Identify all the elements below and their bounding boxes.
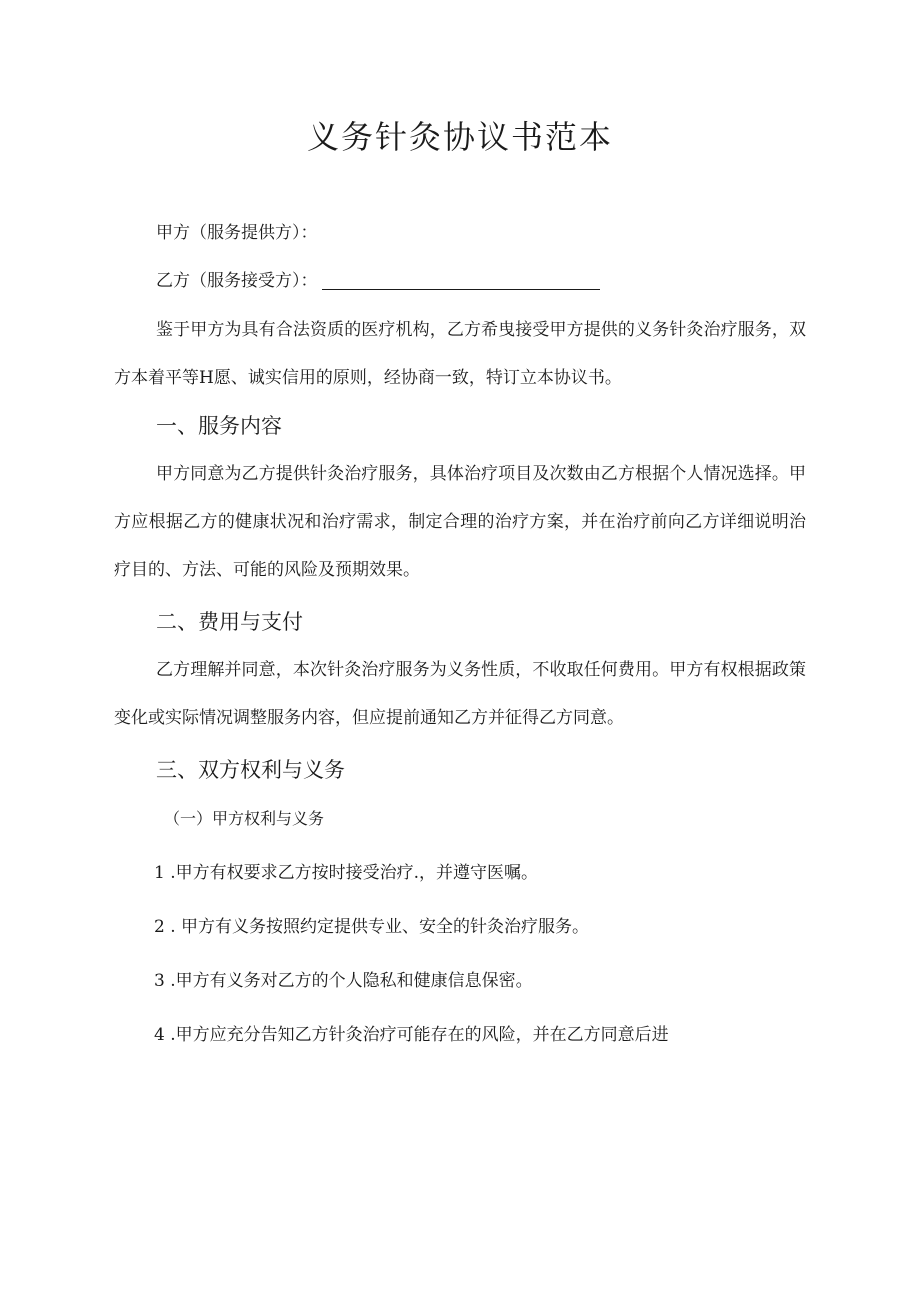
section-3-heading: 三、双方权利与义务 xyxy=(156,758,345,782)
section-3-subheading: （一）甲方权利与义务 xyxy=(164,809,325,828)
section-2-heading: 二、费用与支付 xyxy=(156,610,303,634)
list-item: 2 . 甲方有义务按照约定提供专业、安全的针灸治疗服务。 xyxy=(154,917,590,937)
list-item: 1 .甲方有权要求乙方按时接受治疗.，并遵守医嘱。 xyxy=(154,863,539,883)
list-item: 3 .甲方有义务对乙方的个人隐私和健康信息保密。 xyxy=(154,971,533,991)
party-b-label: 乙方（服务接受方）： xyxy=(156,271,318,291)
document-title: 义务针灸协议书范本 xyxy=(306,118,613,156)
party-a-label: 甲方（服务提供方）： xyxy=(156,223,318,243)
preamble-paragraph: 鉴于甲方为具有合法资质的医疗机构，乙方希曳接受甲方提供的义务针灸治疗服务，双方本着平等H愿、诚实信用的原则，经协商一致，特订立本协议书。 xyxy=(114,320,806,388)
section-1-paragraph: 甲方同意为乙方提供针灸治疗服务，具体治疗项目及次数由乙方根据个人情况选择。甲方应根据乙方的健康状况和治疗需求，制定合理的治疗方案，并在治疗前向乙方详细说明治疗目的、方法、可能的风险及预期效果。 xyxy=(114,464,806,580)
party-b-blank-field xyxy=(322,271,600,290)
section-2-paragraph: 乙方理解并同意，本次针灸治疗服务为义务性质，不收取任何费用。甲方有权根据政策变化或实际情况调整服务内容，但应提前通知乙方并征得乙方同意。 xyxy=(114,660,806,728)
party-b-line xyxy=(156,266,600,291)
list-item: 4 .甲方应充分告知乙方针灸治疗可能存在的风险，并在乙方同意后进 xyxy=(154,1025,669,1045)
section-1-heading: 一、服务内容 xyxy=(156,414,282,438)
